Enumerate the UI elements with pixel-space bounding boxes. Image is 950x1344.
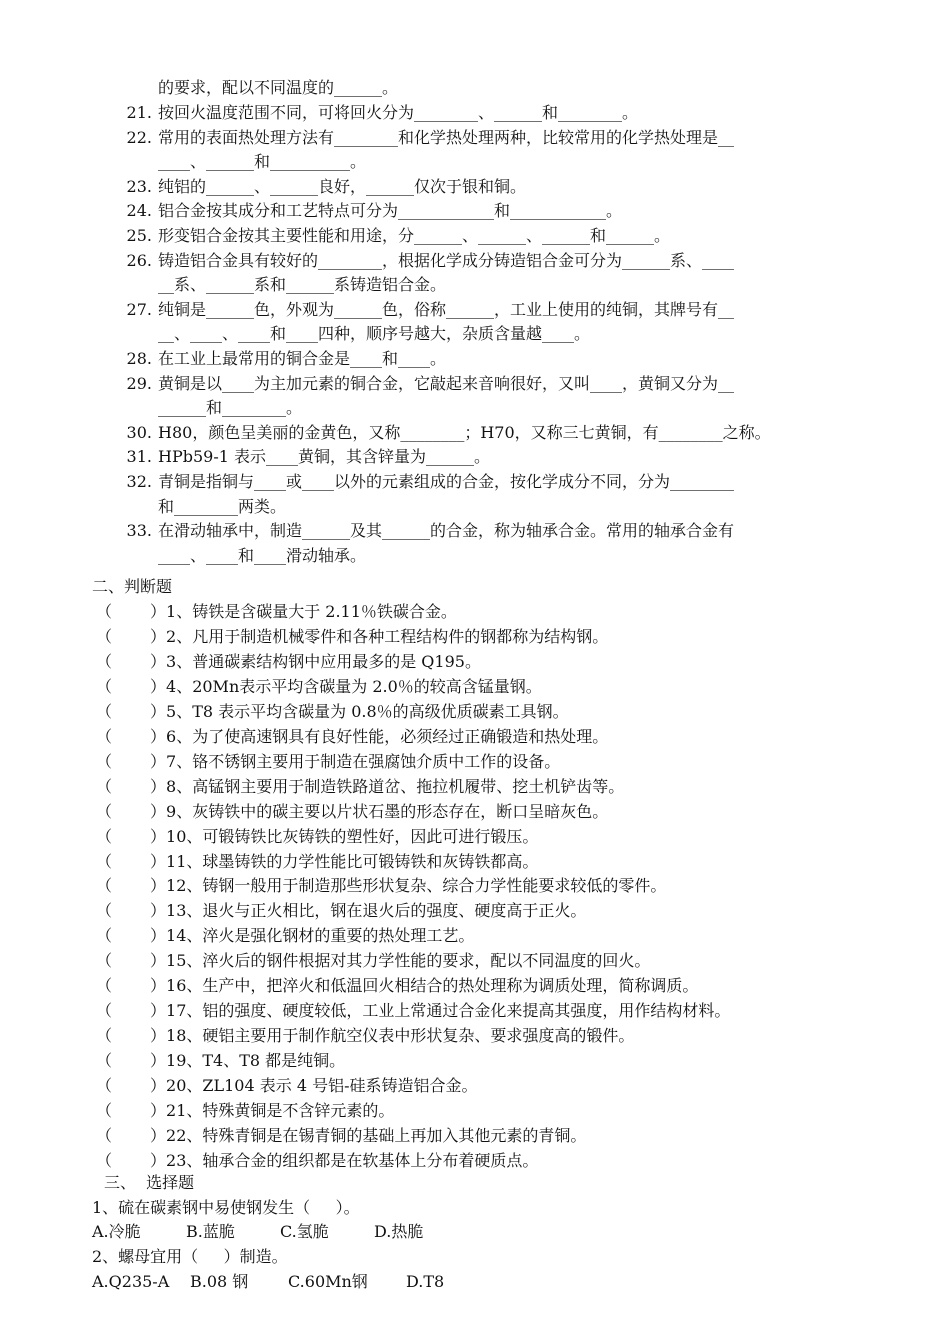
- fill-in-number: 26.: [126, 250, 152, 270]
- paren-close: ）: [150, 701, 167, 721]
- paren-open: （: [96, 1101, 113, 1120]
- paren-open: （: [96, 626, 113, 646]
- fill-in-text: 黄铜是以____为主加元素的铜合金，它敲起来音响很好，又叫____，黄铜又分为__: [158, 373, 735, 393]
- judge-item: [96, 949, 650, 973]
- fill-in-number: 28.: [126, 349, 152, 368]
- paren-open: （: [96, 851, 113, 871]
- fill-in-continuation: 的要求，配以不同温度的______。: [158, 78, 399, 97]
- paren-open: （: [96, 1051, 113, 1071]
- fill-in-number: 27.: [126, 299, 152, 319]
- paren-close: ）: [150, 1076, 167, 1096]
- fill-in-text: 在工业上最常用的铜合金是____和____。: [158, 349, 447, 368]
- paren-open: （: [96, 1125, 113, 1145]
- paren-close: ）: [150, 676, 167, 696]
- fill-in-number: 32.: [126, 472, 152, 491]
- paren-close: ）: [150, 1001, 167, 1021]
- fill-in-text: ____、______和__________。: [158, 152, 367, 172]
- fill-in-number: 21.: [126, 103, 152, 122]
- answer-blank[interactable]: [96, 1024, 150, 1048]
- fill-in-number: 30.: [126, 422, 152, 442]
- judge-item: [96, 775, 624, 799]
- paren-close: ）: [150, 1051, 167, 1071]
- judge-item: [96, 725, 608, 749]
- answer-blank[interactable]: [96, 825, 150, 849]
- paren-close: ）: [150, 626, 167, 646]
- fill-in-number: 29.: [126, 373, 152, 393]
- answer-blank[interactable]: [96, 625, 150, 649]
- paren-open: （: [96, 701, 113, 721]
- fill-in-number: 33.: [126, 521, 152, 541]
- judge-item: [96, 924, 474, 948]
- answer-blank[interactable]: [96, 1099, 150, 1123]
- judge-text: 9、灰铸铁中的碳主要以片状石墨的形态存在，断口呈暗灰色。: [166, 801, 609, 821]
- answer-blank[interactable]: [96, 600, 150, 624]
- judge-text: 14、淬火是强化钢材的重要的热处理工艺。: [166, 926, 475, 946]
- fill-in-text: 青铜是指铜与____或____以外的元素组成的合金，按化学成分不同，分为________: [158, 472, 735, 491]
- fill-in-text: __系、______系和______系铸造铝合金。: [158, 275, 447, 295]
- fill-in-number: 25.: [126, 226, 152, 245]
- paren-close: ）: [150, 976, 167, 996]
- fill-in-number: 23.: [126, 176, 152, 196]
- judge-text: 12、铸钢一般用于制造那些形状复杂、综合力学性能要求较低的零件。: [166, 876, 667, 896]
- answer-blank[interactable]: [96, 850, 150, 874]
- fill-in-number: 24.: [126, 201, 152, 221]
- judge-item: [96, 625, 608, 649]
- fill-in-text: 铝合金按其成分和工艺特点可分为____________和____________。: [158, 201, 623, 221]
- choice-option[interactable]: C.氢脆: [280, 1222, 329, 1241]
- fill-in-number: 22.: [126, 127, 152, 147]
- judge-item: [96, 600, 457, 624]
- paren-close: ）: [150, 951, 167, 971]
- fill-in-text: 按回火温度范围不同，可将回火分为________、______和________。: [158, 103, 639, 122]
- choice-option[interactable]: B.08 钢: [190, 1272, 249, 1291]
- judge-text: 6、为了使高速钢具有良好性能，必须经过正确锻造和热处理。: [166, 726, 609, 746]
- paren-open: （: [96, 926, 113, 946]
- paren-close: ）: [150, 1125, 167, 1145]
- answer-blank[interactable]: [96, 750, 150, 774]
- judge-text: 1、铸铁是含碳量大于 2.11％铁碳合金。: [166, 602, 457, 621]
- judge-text: 23、轴承合金的组织都是在软基体上分布着硬质点。: [166, 1150, 539, 1170]
- paren-close: ）: [150, 901, 167, 921]
- judge-item: [96, 1099, 394, 1123]
- fill-in-text: 纯铝的______、______良好，______仅次于银和铜。: [158, 176, 527, 196]
- judge-item: [96, 874, 666, 898]
- judge-text: 5、T8 表示平均含碳量为 0.8％的高级优质碳素工具钢。: [166, 701, 569, 721]
- judge-item: [96, 825, 538, 849]
- fill-in-text: 铸造铝合金具有较好的________，根据化学成分铸造铝合金可分为______系、____: [158, 250, 735, 270]
- paren-close: ）: [150, 1150, 167, 1170]
- fill-in-number: 31.: [126, 447, 152, 467]
- answer-blank[interactable]: [96, 999, 150, 1023]
- answer-blank[interactable]: [96, 675, 150, 699]
- judge-text: 20、ZL104 表示 4 号铝-硅系铸造铝合金。: [166, 1076, 478, 1096]
- paren-open: （: [96, 801, 113, 821]
- fill-in-text: HPb59-1 表示____黄铜，其含锌量为______。: [158, 447, 490, 467]
- answer-blank[interactable]: [96, 1074, 150, 1098]
- answer-blank[interactable]: [96, 725, 150, 749]
- paren-close: ）: [150, 726, 167, 746]
- judge-item: [96, 800, 608, 824]
- answer-blank[interactable]: [96, 650, 150, 674]
- judge-text: 22、特殊青铜是在锡青铜的基础上再加入其他元素的青铜。: [166, 1125, 587, 1145]
- paren-open: （: [96, 901, 113, 921]
- fill-in-text: 纯铜是______色，外观为______色，俗称______，工业上使用的纯铜，其牌号有__: [158, 299, 735, 319]
- paren-open: （: [96, 751, 113, 771]
- paren-open: （: [96, 1026, 113, 1046]
- paren-close: ）: [150, 602, 167, 621]
- judge-text: 2、凡用于制造机械零件和各种工程结构件的钢都称为结构钢。: [166, 626, 609, 646]
- judge-text: 7、铬不锈钢主要用于制造在强腐蚀介质中工作的设备。: [166, 751, 561, 771]
- judge-text: 3、普通碳素结构钢中应用最多的是 Q195。: [166, 651, 481, 671]
- paren-close: ）: [150, 1026, 167, 1046]
- paren-open: （: [96, 651, 113, 671]
- paren-close: ）: [150, 801, 167, 821]
- paren-open: （: [96, 1076, 113, 1096]
- judge-item: [96, 1024, 634, 1048]
- answer-blank[interactable]: [96, 775, 150, 799]
- judge-text: 10、可锻铸铁比灰铸铁的塑性好，因此可进行锻压。: [166, 826, 539, 846]
- answer-blank[interactable]: [96, 1049, 150, 1073]
- judge-item: [96, 1124, 586, 1148]
- choice-option[interactable]: A.Q235-A: [92, 1272, 170, 1291]
- paren-open: （: [96, 976, 113, 996]
- judge-text: 4、20Mn表示平均含碳量为 2.0％的较高含锰量钢。: [166, 676, 542, 696]
- paren-open: （: [96, 602, 113, 621]
- judge-text: 11、球墨铸铁的力学性能比可锻铸铁和灰铸铁都高。: [166, 851, 539, 871]
- judge-text: 13、退火与正火相比，钢在退火后的强度、硬度高于正火。: [166, 901, 587, 921]
- judge-text: 17、铝的强度、硬度较低，工业上常通过合金化来提高其强度，用作结构材料。: [166, 1001, 731, 1021]
- judge-item: [96, 675, 542, 699]
- judge-text: 16、生产中，把淬火和低温回火相结合的热处理称为调质处理，简称调质。: [166, 976, 699, 996]
- choice-heading: 三、 选择题: [104, 1173, 195, 1192]
- judge-item: [96, 1074, 478, 1098]
- judge-item: [96, 650, 481, 674]
- answer-blank[interactable]: [96, 1149, 150, 1173]
- judge-item: [96, 850, 538, 874]
- fill-in-text: 形变铝合金按其主要性能和用途，分______、______、______和______。: [158, 226, 671, 245]
- fill-in-text: ______和________。: [158, 398, 303, 418]
- fill-in-text: 和________两类。: [158, 496, 287, 516]
- judge-item: [96, 974, 698, 998]
- paren-close: ）: [150, 851, 167, 871]
- judge-text: 21、特殊黄铜是不含锌元素的。: [166, 1101, 395, 1120]
- paren-open: （: [96, 676, 113, 696]
- answer-blank[interactable]: [96, 949, 150, 973]
- answer-blank[interactable]: [96, 899, 150, 923]
- paren-open: （: [96, 876, 113, 896]
- judge-text: 19、T4、T8 都是纯铜。: [166, 1051, 346, 1071]
- choice-question-2: 2、螺母宜用（ ）制造。: [92, 1247, 288, 1266]
- fill-in-text: ____、____和____滑动轴承。: [158, 545, 367, 565]
- paren-open: （: [96, 776, 113, 796]
- answer-blank[interactable]: [96, 974, 150, 998]
- judge-item: [96, 1149, 538, 1173]
- paren-open: （: [96, 1150, 113, 1170]
- choice-option[interactable]: C.60Mn钢: [288, 1272, 368, 1291]
- answer-blank[interactable]: [96, 1124, 150, 1148]
- answer-blank[interactable]: [96, 800, 150, 824]
- answer-blank[interactable]: [96, 924, 150, 948]
- judge-heading: 二、判断题: [92, 577, 173, 596]
- paren-close: ）: [150, 751, 167, 771]
- choice-option[interactable]: D.热脆: [374, 1222, 424, 1241]
- paren-open: （: [96, 1001, 113, 1021]
- paren-open: （: [96, 726, 113, 746]
- paren-close: ）: [150, 776, 167, 796]
- paren-close: ）: [150, 926, 167, 946]
- judge-item: [96, 999, 730, 1023]
- answer-blank[interactable]: [96, 874, 150, 898]
- judge-item: [96, 899, 586, 923]
- paren-close: ）: [150, 876, 167, 896]
- fill-in-text: 常用的表面热处理方法有________和化学热处理两种，比较常用的化学热处理是__: [158, 127, 735, 147]
- fill-in-text: H80，颜色呈美丽的金黄色，又称________；H70，又称三七黄铜，有________之称。: [158, 422, 771, 442]
- choice-option[interactable]: B.蓝脆: [186, 1222, 235, 1241]
- choice-option[interactable]: A.冷脆: [92, 1222, 141, 1241]
- paren-close: ）: [150, 826, 167, 846]
- judge-item: [96, 750, 560, 774]
- choice-question-1: 1、硫在碳素钢中易使钢发生（ ）。: [92, 1198, 360, 1217]
- choice-option[interactable]: D.T8: [406, 1272, 445, 1291]
- paren-close: ）: [150, 1101, 167, 1120]
- paren-open: （: [96, 951, 113, 971]
- judge-item: [96, 700, 569, 724]
- judge-item: [96, 1049, 345, 1073]
- fill-in-text: 在滑动轴承中，制造______及其______的合金，称为轴承合金。常用的轴承合金有: [158, 521, 735, 541]
- fill-in-text: __、____、____和____四种，顺序号越大，杂质含量越____。: [158, 324, 591, 344]
- judge-text: 8、高锰钢主要用于制造铁路道岔、拖拉机履带、挖土机铲齿等。: [166, 776, 625, 796]
- judge-text: 18、硬铝主要用于制作航空仪表中形状复杂、要求强度高的锻件。: [166, 1026, 635, 1046]
- paren-close: ）: [150, 651, 167, 671]
- answer-blank[interactable]: [96, 700, 150, 724]
- paren-open: （: [96, 826, 113, 846]
- judge-text: 15、淬火后的钢件根据对其力学性能的要求，配以不同温度的回火。: [166, 951, 651, 971]
